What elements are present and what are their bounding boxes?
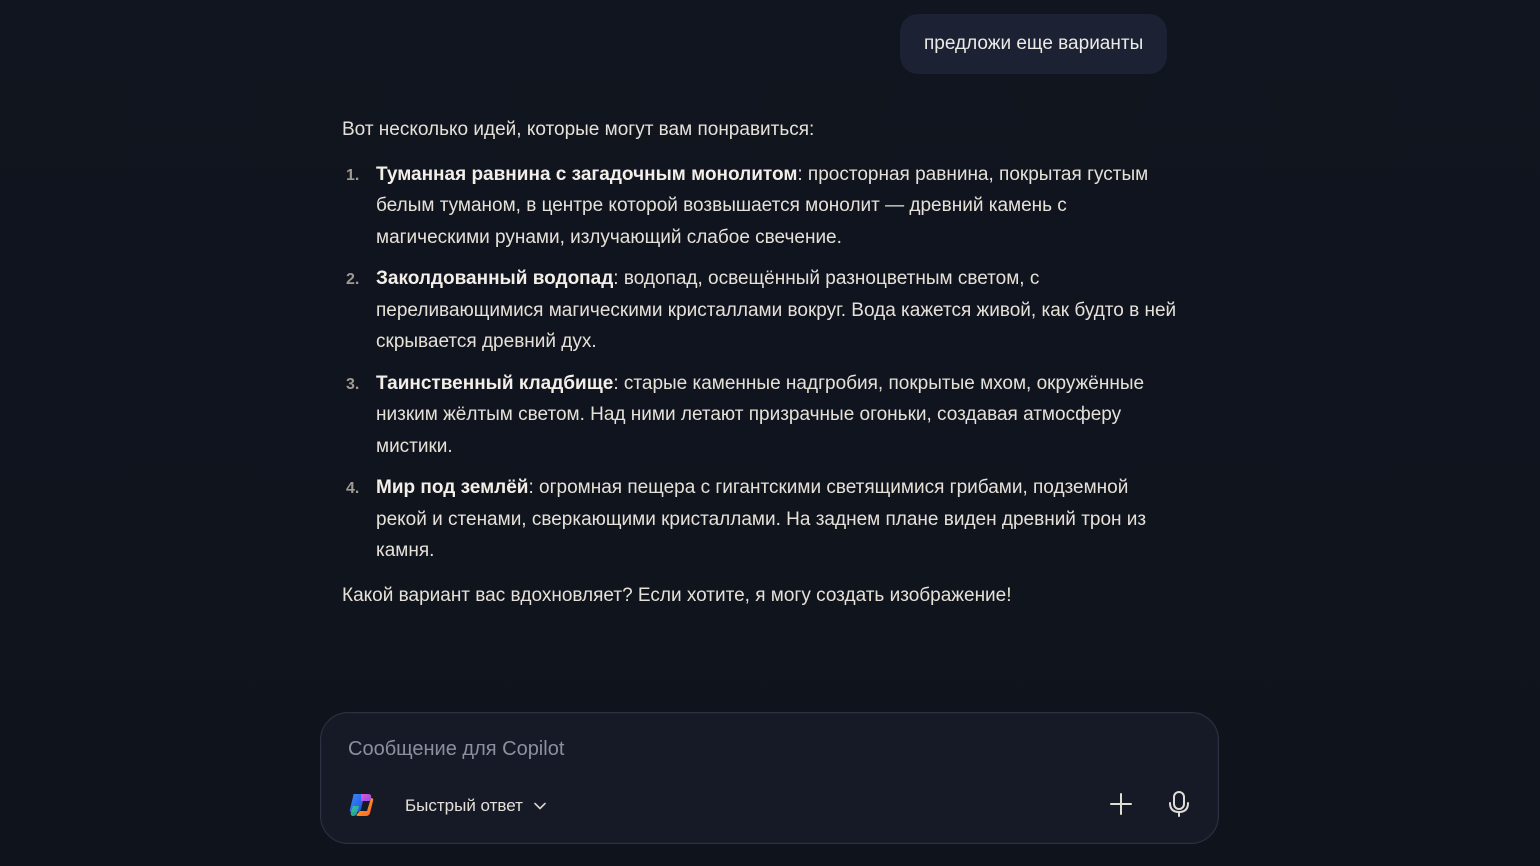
- list-item-title: Заколдованный водопад: [376, 268, 614, 289]
- list-item-title: Туманная равнина с загадочным монолитом: [376, 163, 798, 185]
- user-message-text: предложи еще варианты: [924, 33, 1144, 54]
- list-item: [342, 263, 1182, 358]
- chevron-down-icon: [533, 799, 547, 813]
- list-item-text: : водопад, освещённый разноцветным светом, с переливающимися магическими кристаллами вокруг. Вода кажется живой, как будто в ней скрывается древний дух.: [376, 268, 1177, 352]
- message-composer: [320, 712, 1219, 844]
- copilot-logo-icon: [347, 790, 377, 820]
- user-message-bubble: [900, 14, 1167, 74]
- assistant-outro: Какой вариант вас вдохновляет? Если хотите, я могу создать изображение!: [342, 584, 1012, 606]
- assistant-intro: Вот несколько идей, которые могут вам понравиться:: [342, 119, 815, 140]
- list-item: [342, 472, 1182, 567]
- list-item-text: : огромная пещера с гигантскими светящимися грибами, подземной рекой и стенами, сверкающими кристаллами. На заднем плане виден древний трон из камня.: [376, 477, 1147, 561]
- list-item-number: 3.: [346, 375, 360, 393]
- list-item-title: Мир под землёй: [376, 477, 529, 498]
- list-item-title: Таинственный кладбище: [376, 372, 614, 394]
- assistant-message: [342, 114, 1182, 611]
- microphone-icon: [1167, 790, 1191, 823]
- message-input[interactable]: [346, 734, 1190, 764]
- ideas-list: [342, 159, 1182, 567]
- add-attachment-button[interactable]: [1105, 790, 1137, 822]
- plus-icon: [1109, 792, 1133, 821]
- list-item-number: 1.: [346, 166, 360, 184]
- response-mode-selector[interactable]: [405, 793, 547, 819]
- voice-input-button[interactable]: [1163, 790, 1195, 822]
- list-item: [342, 368, 1182, 463]
- list-item-text: : старые каменные надгробия, покрытые мхом, окружённые низким жёлтым светом. Над ними летают призрачные огоньки, создавая атмосферу мистики.: [376, 372, 1145, 457]
- response-mode-label: Быстрый ответ: [405, 796, 523, 815]
- list-item-number: 4.: [346, 480, 360, 497]
- list-item-number: 2.: [346, 271, 360, 288]
- list-item: [342, 159, 1182, 254]
- list-item-text: : просторная равнина, покрытая густым белым туманом, в центре которой возвышается монолит — древний камень с магическими рунами, излучающий слабое свечение.: [376, 163, 1149, 248]
